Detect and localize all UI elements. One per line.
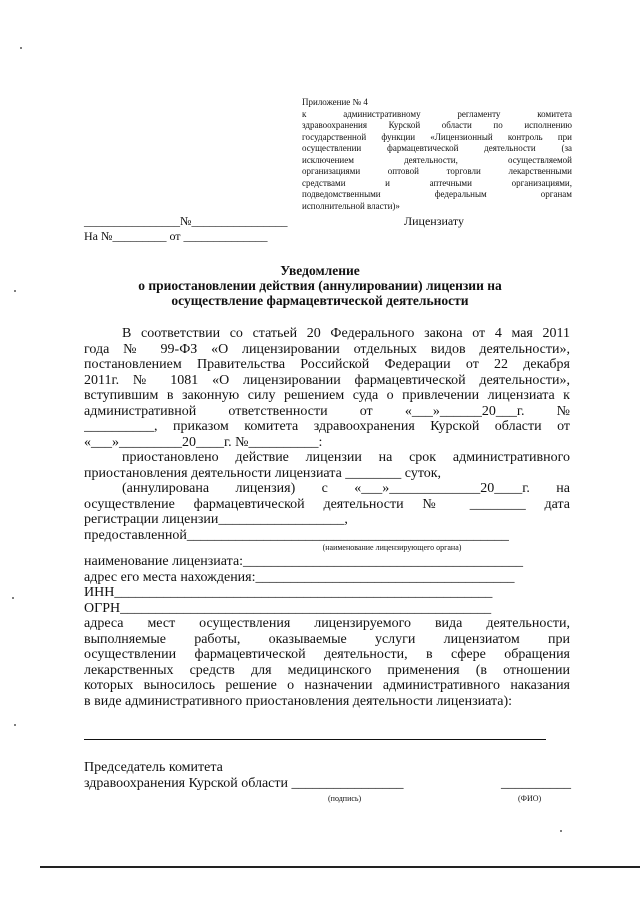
scan-speck xyxy=(14,290,16,292)
appendix-line: здравоохранения Курской области по исполнению xyxy=(302,120,572,130)
body-line: приостановления деятельности лицензиата ________ суток, xyxy=(84,465,442,481)
appendix-line: средствами и аптечными организациями, xyxy=(302,177,572,188)
appendix-line: государственной функции «Лицензионный контроль при xyxy=(302,131,572,142)
body-line: административной ответственности от «___»______20___г. № xyxy=(84,403,570,419)
body-line: ОГРН_____________________________________________________ xyxy=(84,600,492,616)
body-line: __________, приказом комитета здравоохранения Курской области от xyxy=(84,419,570,434)
body-line: «___»_________20____г. №__________: xyxy=(84,434,323,450)
body-line: (аннулирована лицензия) с «___»_____________20____г. на xyxy=(122,481,570,496)
notice-body xyxy=(84,326,570,709)
document-title: Уведомление xyxy=(280,263,360,278)
appendix-block xyxy=(302,97,572,212)
body-line: года № 99-ФЗ «О лицензировании отдельных видов деятельности», xyxy=(84,341,570,357)
body-line: наименование лицензиата:________________________________________ xyxy=(84,554,524,569)
body-line: В соответствии со статьей 20 Федерального закона от 4 мая 2011 xyxy=(122,326,570,341)
fio-caption: (ФИО) xyxy=(518,794,542,803)
scan-speck xyxy=(560,830,562,832)
document-subtitle-line: о приостановлении действия (аннулировании) лицензии на xyxy=(138,278,502,293)
scan-speck xyxy=(12,597,14,599)
appendix-title: Приложение № 4 xyxy=(302,97,368,107)
body-line: осуществлении фармацевтической деятельности, в сфере обращения xyxy=(84,647,570,662)
body-line: осуществление фармацевтической деятельности № ________ дата xyxy=(84,496,570,512)
body-line: вступившим в законную силу решением суда о привлечении лицензиата к xyxy=(84,388,570,403)
signature-title: Председатель комитета xyxy=(84,760,223,775)
body-line: выполняемые работы, оказываемые услуги лицензиатом при xyxy=(84,631,570,647)
addressee: Лицензиату xyxy=(404,214,464,228)
body-line: в виде административного приостановления деятельности лицензиата): xyxy=(84,693,513,709)
outgoing-number-line: ________________№________________ xyxy=(84,214,288,228)
appendix-line: подведомственными федеральным органам xyxy=(302,189,572,199)
body-line: приостановлено действие лицензии на срок административного xyxy=(122,450,570,465)
body-line: лекарственных средств для медицинского применения (в отношении xyxy=(84,662,570,678)
appendix-line: осуществлении фармацевтической деятельности (за xyxy=(302,143,572,153)
signature-line: здравоохранения Курской области ________________ xyxy=(84,776,404,791)
appendix-line: к административному регламенту комитета xyxy=(302,108,572,119)
addresses-blank-line xyxy=(84,739,546,740)
body-line: 2011г. № 1081 «О лицензировании фармацевтической деятельности», xyxy=(84,372,570,388)
signature-caption: (подпись) xyxy=(328,794,362,803)
page-bottom-rule xyxy=(40,866,640,868)
body-line: ИНН______________________________________________________ xyxy=(84,585,493,600)
body-line: которых выносилось решение о назначении административного наказания xyxy=(84,678,570,693)
appendix-line: организациями оптовой торговли лекарственными xyxy=(302,166,572,176)
scan-speck xyxy=(14,724,16,726)
body-line: регистрации лицензии__________________, xyxy=(84,512,348,527)
body-line: постановлением Правительства Российской Федерации от 22 декабря xyxy=(84,357,570,372)
body-line: адреса мест осуществления лицензируемого вида деятельности, xyxy=(84,616,570,631)
body-line: предоставленной______________________________________________ xyxy=(84,527,509,543)
scan-speck xyxy=(20,47,22,49)
licensing-body-caption: (наименование лицензирующего органа) xyxy=(322,543,462,552)
body-line: адрес его места нахождения:_____________________________________ xyxy=(84,569,515,585)
appendix-line: исполнительной власти)» xyxy=(302,200,400,211)
document-subtitle-line: осуществление фармацевтической деятельности xyxy=(171,293,469,308)
fio-blank: __________ xyxy=(501,776,571,791)
appendix-line: исключением деятельности, осуществляемой xyxy=(302,154,572,165)
reference-number-line: На №_________ от ______________ xyxy=(84,229,268,243)
